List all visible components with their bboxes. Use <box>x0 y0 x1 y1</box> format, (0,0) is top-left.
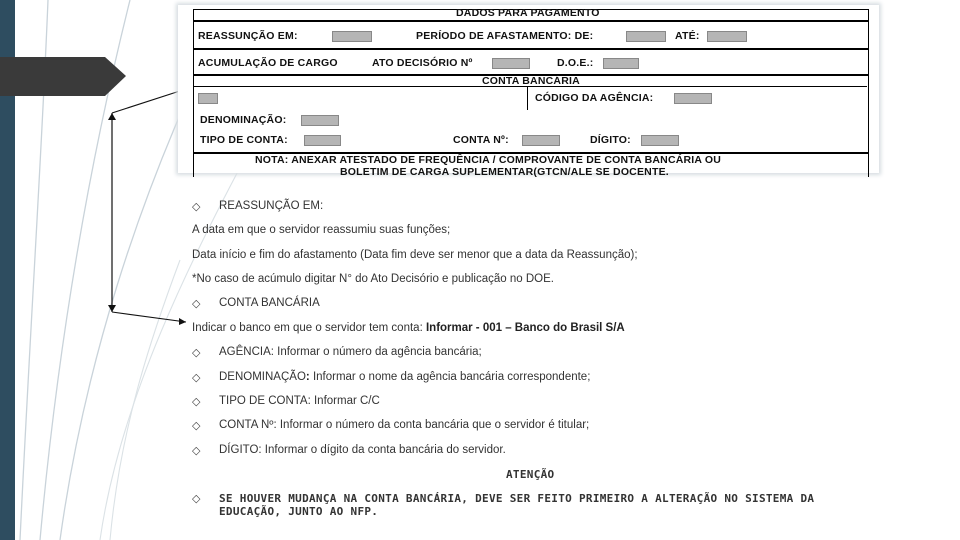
aviso-line1: SE HOUVER MUDANÇA NA CONTA BANCÁRIA, DEVE SER FEITO PRIMEIRO A ALTERAÇÃO NO SISTEMA DA <box>219 492 815 505</box>
slide-tab-marker <box>0 0 130 100</box>
diamond-bullet-icon: ◇ <box>192 298 201 310</box>
form-label-conta-numero: CONTA Nº: <box>453 134 509 146</box>
tipo-conta-text: TIPO DE CONTA: Informar C/C <box>219 395 380 407</box>
form-label-denominacao: DENOMINAÇÃO: <box>200 114 287 126</box>
form-label-reassuncao: REASSUNÇÃO EM: <box>198 30 298 42</box>
agencia-text: AGÊNCIA: Informar o número da agência bancária; <box>219 346 482 358</box>
form-nota-row <box>193 153 869 177</box>
arrow-to-conta-line <box>112 312 186 322</box>
denominacao-desc: Informar o nome da agência bancária correspondente; <box>309 371 591 383</box>
conta-bancaria-heading: CONTA BANCÁRIA <box>219 297 320 309</box>
form-field-ato <box>492 58 530 69</box>
banco-description <box>192 322 625 334</box>
payment-form-image <box>178 5 879 178</box>
form-label-digito: DÍGITO: <box>590 134 631 146</box>
diamond-bullet-icon: ◇ <box>192 420 201 432</box>
reassuncao-description: A data em que o servidor reassumiu suas funções; <box>192 224 451 236</box>
form-field-agencia <box>674 93 712 104</box>
form-row-reassuncao <box>193 21 869 49</box>
form-label-periodo: PERÍODO DE AFASTAMENTO: DE: <box>416 30 594 42</box>
arrow-head-icon <box>179 318 186 325</box>
form-field-doe <box>603 58 639 69</box>
diamond-bullet-icon: ◇ <box>192 445 201 457</box>
diamond-bullet-icon: ◇ <box>192 396 201 408</box>
diamond-bullet-icon: ◇ <box>192 201 201 213</box>
form-nota-line2: BOLETIM DE CARGA SUPLEMENTAR(GTCN/ALE SE DOCENTE. <box>340 166 669 178</box>
form-header-title: DADOS PARA PAGAMENTO <box>456 7 600 19</box>
form-conta-bancaria-section <box>193 75 869 153</box>
atencao-heading: ATENÇÃO <box>506 468 555 481</box>
form-field-denominacao <box>301 115 339 126</box>
form-field-ate <box>707 31 747 42</box>
form-row-acumulacao <box>193 49 869 75</box>
form-label-doe: D.O.E.: <box>557 57 594 69</box>
form-field-conta-numero <box>522 135 560 146</box>
form-label-acumulacao: ACUMULAÇÃO DE CARGO <box>198 57 338 69</box>
digito-text: DÍGITO: Informar o dígito da conta bancária do servidor. <box>219 444 506 456</box>
denominacao-text <box>219 371 590 383</box>
diamond-bullet-icon: ◇ <box>192 372 201 384</box>
diamond-bullet-icon: ◇ <box>192 493 201 505</box>
form-label-tipo-conta: TIPO DE CONTA: <box>200 134 288 146</box>
form-field-reassuncao <box>332 31 372 42</box>
acumulo-description: *No caso de acúmulo digitar N° do Ato Decisório e publicação no DOE. <box>192 273 554 285</box>
denominacao-label: DENOMINAÇÃO <box>219 371 306 383</box>
banco-description-prefix: Indicar o banco em que o servidor tem conta: <box>192 322 426 334</box>
diamond-bullet-icon: ◇ <box>192 347 201 359</box>
form-field-de <box>626 31 666 42</box>
banco-description-bold: Informar - 001 – Banco do Brasil S/A <box>425 322 625 334</box>
denominacao-colon: : <box>305 371 310 383</box>
form-header-row <box>193 9 869 21</box>
form-label-ate: ATÉ: <box>675 30 700 42</box>
form-field-tipo-conta <box>304 135 341 146</box>
conta-numero-text: CONTA Nº: Informar o número da conta bancária que o servidor é titular; <box>219 419 590 431</box>
form-conta-title: CONTA BANCÁRIA <box>482 75 580 87</box>
aviso-line2: EDUCAÇÃO, JUNTO AO NFP. <box>219 505 379 518</box>
reassuncao-heading: REASSUNÇÃO EM: <box>219 200 324 212</box>
afastamento-description: Data início e fim do afastamento (Data fim deve ser menor que a data da Reassunção); <box>192 249 638 261</box>
form-field-banco <box>198 93 218 104</box>
form-field-digito <box>641 135 679 146</box>
form-label-ato: ATO DECISÓRIO Nº <box>372 57 473 69</box>
form-nota-line1: NOTA: ANEXAR ATESTADO DE FREQUÊNCIA / COMPROVANTE DE CONTA BANCÁRIA OU <box>255 154 722 166</box>
form-label-codigo-agencia: CÓDIGO DA AGÊNCIA: <box>535 92 654 104</box>
